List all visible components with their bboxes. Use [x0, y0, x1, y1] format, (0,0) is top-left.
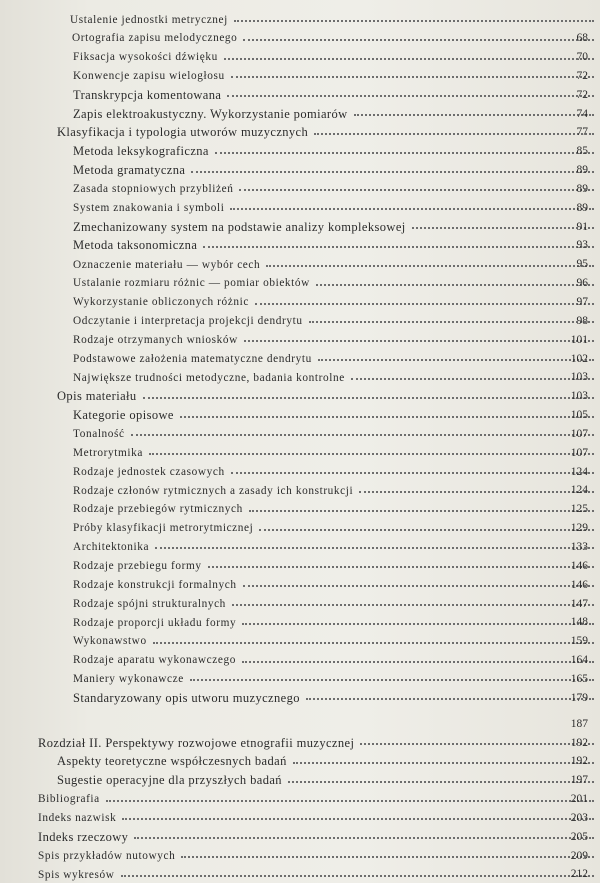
toc-entry-page: 68: [576, 32, 588, 45]
toc-entry: [0, 102, 600, 121]
dot-leader: [316, 284, 594, 286]
toc-entry-page: 129: [570, 522, 588, 535]
toc-entry: [0, 686, 600, 705]
toc-entry-page: 74: [576, 107, 588, 120]
toc-entry: [0, 863, 600, 882]
toc-entry-title: Standaryzowany opis utworu muzycznego: [73, 690, 300, 705]
toc-entry-title: Zasada stopniowych przybliżeń: [73, 183, 234, 196]
toc-entry: [0, 121, 600, 140]
toc-entry-title: Rodzaje przebiegu formy: [73, 560, 202, 573]
toc-entry-page: 98: [576, 314, 588, 327]
dot-leader: [181, 856, 594, 858]
dot-leader: [249, 510, 594, 512]
toc-entry: [0, 215, 600, 234]
toc-entry-page: 133: [570, 540, 588, 553]
toc-entry-title: Konwencje zapisu wielogłosu: [73, 70, 225, 83]
toc-entry: [0, 328, 600, 347]
toc-entry: [0, 65, 600, 84]
toc-entry-page: 187: [570, 717, 588, 730]
dot-leader: [143, 397, 594, 399]
dot-leader: [208, 566, 594, 568]
toc-entry-page: 101: [570, 333, 588, 346]
dot-leader: [190, 679, 594, 681]
dot-leader: [309, 321, 594, 323]
toc-entry-page: 107: [570, 446, 588, 459]
toc-entry: [0, 140, 600, 159]
dot-leader: [243, 39, 594, 41]
toc-entry: [0, 159, 600, 178]
toc-entry-page: 124: [570, 465, 588, 478]
toc-entry: [0, 272, 600, 291]
toc-entry-title: Architektonika: [73, 541, 150, 554]
dot-leader: [203, 246, 594, 248]
toc-entry-page: 203: [570, 811, 588, 824]
toc-entry: [0, 807, 600, 826]
dot-leader: [231, 76, 594, 78]
toc-entry-page: 125: [570, 503, 588, 516]
toc-entry-title: Metoda leksykograficzna: [73, 144, 209, 159]
toc-entry-page: 147: [570, 597, 588, 610]
toc-entry-title: Indeks nazwisk: [38, 812, 117, 825]
toc-entry-title: Tonalność: [73, 428, 125, 441]
dot-leader: [227, 95, 594, 97]
toc-entry-page: 201: [570, 793, 588, 806]
toc-entry-title: Rodzaje proporcji układu formy: [73, 616, 237, 629]
toc-entry-title: Rodzaje spójni strukturalnych: [73, 597, 226, 610]
toc-entry: [0, 750, 600, 769]
toc-entry: [0, 347, 600, 366]
dot-leader: [180, 416, 594, 418]
toc-entry: [0, 498, 600, 517]
dot-leader: [244, 340, 594, 342]
toc-entry-page: 96: [576, 277, 588, 290]
dot-leader: [354, 114, 594, 116]
toc-entry-page: 85: [576, 145, 588, 158]
dot-leader: [191, 171, 594, 173]
toc-entry-title: Zmechanizowany system na podstawie analizy kompleksowej: [73, 219, 406, 234]
toc-entry-title: Ustalenie jednostki metrycznej: [70, 13, 228, 26]
toc-entry-page: 72: [576, 88, 588, 101]
dot-leader: [243, 585, 594, 587]
toc-entry-page: 77: [576, 126, 588, 139]
toc-entry-title: Rodzaje aparatu wykonawczego: [73, 654, 236, 667]
dot-leader: [134, 837, 594, 839]
dot-leader: [234, 20, 594, 22]
dot-leader: [351, 378, 594, 380]
dot-leader: [230, 208, 594, 210]
toc-entry-title: Maniery wykonawcze: [73, 673, 184, 686]
dot-leader: [231, 472, 594, 474]
toc-entry-page: 97: [576, 296, 588, 308]
toc-entry-page: 91: [576, 220, 588, 233]
toc-entry-title: Bibliografia: [38, 793, 100, 806]
toc-entry: [0, 630, 600, 649]
toc-entry: [0, 573, 600, 592]
toc-entry-page: 146: [570, 559, 588, 572]
toc-entry-title: Rodzaje członów rytmicznych a zasady ich konstrukcji: [73, 484, 354, 497]
dot-leader: [224, 58, 594, 60]
dot-leader: [266, 265, 594, 267]
toc-entry-page: 159: [570, 635, 588, 648]
toc-entry: [0, 291, 600, 310]
toc-entry-title: Aspekty teoretyczne współczesnych badań: [57, 754, 287, 769]
toc-entry-page: 179: [570, 691, 588, 704]
toc-entry-page: 165: [570, 672, 588, 685]
toc-entry-title: Transkrypcja komentowana: [73, 87, 222, 102]
toc-entry: [0, 460, 600, 479]
toc-entry-title: Oznaczenie materiału — wybór cech: [73, 258, 261, 271]
dot-leader: [131, 434, 594, 436]
toc-entry: [0, 83, 600, 102]
toc-entry: [0, 196, 600, 215]
dot-leader: [121, 875, 594, 877]
toc-entry-page: 103: [570, 371, 588, 384]
dot-leader: [155, 547, 594, 549]
toc-entry: [0, 27, 600, 46]
toc-entry-title: Metoda gramatyczna: [73, 163, 186, 178]
dot-leader: [106, 800, 594, 802]
dot-leader: [122, 818, 594, 820]
dot-leader: [360, 743, 594, 745]
toc-entry-title: Próby klasyfikacji metrorytmicznej: [73, 522, 254, 535]
toc-entry-title: Podstawowe założenia matematyczne dendrytu: [73, 352, 312, 365]
toc-entry-title: Kategorie opisowe: [73, 408, 174, 423]
toc-entry-title: Rodzaje przebiegów rytmicznych: [73, 503, 243, 516]
dot-leader: [242, 623, 594, 625]
dot-leader: [239, 189, 594, 191]
toc-entry: [0, 788, 600, 807]
toc-entry: [0, 423, 600, 442]
toc-entry-page: 89: [576, 182, 588, 195]
toc-entry-title: Wykorzystanie obliczonych różnic: [73, 296, 249, 309]
dot-leader: [232, 604, 594, 606]
toc-entry-title: Rodzaje jednostek czasowych: [73, 465, 225, 478]
dot-leader: [359, 491, 594, 493]
toc-entry: [0, 385, 600, 404]
toc-entry: [0, 592, 600, 611]
toc-entry: [0, 517, 600, 536]
toc-entry-page: 148: [570, 616, 588, 629]
toc-entry-title: Ortografia zapisu melodycznego: [72, 32, 238, 45]
toc-entry: [0, 441, 600, 460]
toc-entry-title: Ustalanie rozmiaru różnic — pomiar obiektów: [73, 277, 310, 290]
toc-entry-page: 93: [576, 239, 588, 252]
toc-entry: [0, 536, 600, 555]
toc-entry: [0, 649, 600, 668]
dot-leader: [215, 152, 594, 154]
toc-entry-title: Klasyfikacja i typologia utworów muzycznych: [57, 125, 309, 140]
toc-entry-title: Zapis elektroakustyczny. Wykorzystanie pomiarów: [73, 106, 348, 121]
dot-leader: [306, 698, 594, 700]
toc-entry: [0, 178, 600, 197]
toc-entry-page: 146: [570, 578, 588, 591]
table-of-contents: [0, 8, 600, 882]
toc-entry-page: 164: [570, 654, 588, 667]
toc-entry-page: 124: [570, 484, 588, 497]
toc-entry: [0, 554, 600, 573]
toc-entry-title: Spis wykresów: [38, 868, 115, 881]
toc-entry-title: Rodzaje konstrukcji formalnych: [73, 578, 237, 591]
toc-entry-title: System znakowania i symboli: [73, 201, 225, 214]
toc-entry: [0, 705, 600, 731]
toc-entry-page: 192: [570, 736, 588, 749]
toc-entry-title: Opis materiału: [57, 389, 137, 404]
toc-entry: [0, 769, 600, 788]
toc-entry-title: Indeks rzeczowy: [38, 829, 129, 844]
toc-entry: [0, 611, 600, 630]
toc-entry: [0, 668, 600, 687]
toc-entry-page: 72: [576, 69, 588, 82]
toc-entry-page: 205: [570, 830, 588, 843]
toc-entry-page: 105: [570, 409, 588, 422]
toc-entry: [0, 404, 600, 423]
dot-leader: [318, 359, 594, 361]
dot-leader: [153, 642, 594, 644]
dot-leader: [242, 661, 594, 663]
toc-entry: [0, 253, 600, 272]
toc-entry-page: 209: [570, 849, 588, 862]
toc-entry-title: Metrorytmika: [73, 446, 143, 459]
toc-entry-page: 95: [576, 258, 588, 271]
toc-entry-title: Sugestie operacyjne dla przyszłych badań: [57, 773, 282, 788]
toc-entry-title: Metoda taksonomiczna: [73, 238, 198, 253]
toc-entry-page: 212: [570, 868, 588, 881]
toc-entry: [0, 731, 600, 750]
toc-entry-page: 89: [576, 164, 588, 177]
toc-entry: [0, 310, 600, 329]
toc-entry-page: 107: [570, 427, 588, 440]
toc-entry-title: Rozdział II. Perspektywy rozwojowe etnografii muzycznej: [38, 735, 355, 750]
toc-entry: [0, 366, 600, 385]
toc-entry-page: 89: [576, 201, 588, 214]
dot-leader: [259, 529, 594, 531]
dot-leader: [149, 453, 594, 455]
dot-leader: [255, 303, 594, 305]
toc-entry-page: 70: [576, 51, 588, 64]
toc-entry-page: 197: [570, 774, 588, 787]
toc-entry: [0, 8, 600, 27]
dot-leader: [314, 133, 594, 135]
dot-leader: [412, 227, 594, 229]
toc-entry-page: 103: [570, 390, 588, 403]
toc-entry-title: Fiksacja wysokości dźwięku: [73, 51, 218, 64]
toc-entry-page: 102: [570, 352, 588, 365]
toc-entry-page: 192: [570, 755, 588, 768]
dot-leader: [293, 762, 594, 764]
toc-entry: [0, 825, 600, 844]
toc-entry: [0, 46, 600, 65]
toc-entry-title: Wykonawstwo: [73, 635, 147, 648]
toc-entry: [0, 234, 600, 253]
toc-entry-title: Rodzaje otrzymanych wniosków: [73, 333, 238, 346]
toc-entry: [0, 844, 600, 863]
toc-entry-title: Największe trudności metodyczne, badania kontrolne: [73, 371, 345, 384]
toc-entry-title: Spis przykładów nutowych: [38, 849, 176, 862]
dot-leader: [288, 781, 594, 783]
toc-entry-title: Odczytanie i interpretacja projekcji dendrytu: [73, 315, 303, 328]
toc-entry: [0, 479, 600, 498]
